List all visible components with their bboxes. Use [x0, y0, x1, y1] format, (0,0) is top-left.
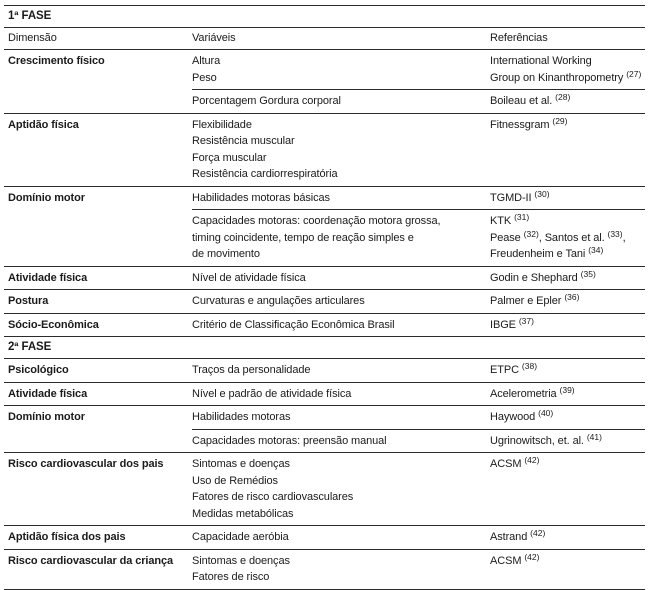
variable-line: Habilidades motoras — [192, 411, 291, 423]
citation-superscript: (30) — [534, 188, 550, 199]
dimension-row-group — [4, 289, 645, 313]
reference-line: Ugrinowitsch, et. al. $^{(41)}$ — [490, 431, 602, 447]
variable-line: de movimento — [192, 248, 260, 260]
citation-superscript: (38) — [521, 361, 538, 371]
references-cell — [490, 213, 645, 263]
citation-superscript: (34) — [588, 245, 604, 255]
reference-line: TGMD-II $^{(30)}$ — [490, 188, 550, 204]
dimension-cell: Aptidão física dos pais — [8, 531, 126, 543]
table-row — [192, 187, 645, 210]
variable-line: Capacidades motoras: coordenação motora grossa, — [192, 215, 441, 227]
reference-line: Haywood $^{(40)}$ — [490, 408, 554, 423]
column-header-referencias: Referências — [490, 32, 548, 44]
citation-superscript: (35) — [580, 268, 596, 279]
table-row — [192, 453, 645, 525]
citation-superscript: (42) — [524, 455, 540, 465]
dimension-row-group — [4, 186, 645, 266]
table-row — [192, 314, 645, 337]
dimension-row-group — [4, 405, 645, 452]
variable-line: Nível de atividade física — [192, 271, 306, 284]
reference-line: ACSM $^{(42)}$ — [490, 455, 540, 470]
citation-superscript: (42) — [524, 551, 540, 562]
references-cell — [490, 293, 645, 310]
dimension-row-group — [4, 113, 645, 186]
dimension-row-group — [4, 452, 645, 525]
citation-superscript: (27) — [626, 68, 642, 79]
dimension-row-group — [4, 358, 645, 382]
dimension-cell: Aptidão física — [8, 118, 79, 131]
dimension-cell: Risco cardiovascular dos pais — [8, 458, 164, 470]
citation-superscript: (29) — [552, 115, 568, 126]
references-cell — [490, 529, 645, 546]
phases-variables-table — [4, 5, 645, 590]
reference-line: Boileau et al. $^{(28)}$ — [490, 92, 571, 107]
dimension-cell: Sócio-Econômica — [8, 318, 99, 331]
reference-line: ETPC $^{(38)}$ — [490, 361, 538, 376]
variables-cell — [192, 317, 490, 334]
citation-superscript: (28) — [555, 92, 571, 102]
variables-cell — [192, 213, 490, 263]
reference-line: Palmer e Epler $^{(36)}$ — [490, 292, 580, 307]
variables-cell — [192, 386, 490, 403]
variables-cell — [192, 362, 490, 379]
row-list — [192, 187, 645, 266]
reference-line: Acelerometria $^{(39)}$ — [490, 384, 575, 400]
references-cell — [490, 190, 645, 207]
variables-cell — [192, 293, 490, 310]
table-row — [192, 114, 645, 186]
table-row — [192, 50, 645, 89]
row-list — [192, 526, 645, 549]
references-cell — [490, 386, 645, 403]
variable-line: Uso de Remédios — [192, 474, 278, 487]
variable-line: Fatores de risco cardiovasculares — [192, 491, 354, 503]
variable-line: Capacidades motoras: preensão manual — [192, 434, 387, 447]
reference-line: KTK $^{(31)}$ — [490, 212, 530, 227]
variable-line: Altura — [192, 55, 221, 67]
variable-line: Medidas metabólicas — [192, 507, 294, 520]
reference-line: Fitnessgram $^{(29)}$ — [490, 115, 568, 131]
column-header-row — [4, 27, 645, 49]
row-list — [192, 383, 645, 406]
row-list — [192, 50, 645, 113]
citation-superscript: (39) — [559, 384, 575, 395]
row-list — [192, 453, 645, 525]
citation-superscript: (36) — [564, 292, 580, 302]
variable-line: Flexibilidade — [192, 118, 252, 131]
variables-cell — [192, 553, 490, 586]
citation-superscript: (41) — [586, 431, 602, 442]
table-row — [192, 267, 645, 290]
variable-line: Força muscular — [192, 151, 267, 164]
citation-superscript: (33) — [607, 228, 623, 239]
table-row — [192, 359, 645, 382]
table-row — [192, 526, 645, 549]
variables-cell — [192, 409, 490, 426]
table-row — [192, 383, 645, 406]
table-row — [192, 406, 645, 429]
variables-cell — [192, 270, 490, 287]
variable-line: Peso — [192, 71, 217, 84]
variable-line: Porcentagem Gordura corporal — [192, 95, 341, 107]
references-cell — [490, 117, 645, 183]
citation-superscript: (31) — [514, 212, 530, 222]
variables-cell — [192, 433, 490, 450]
references-cell — [490, 93, 645, 110]
section-label-fase-1: 1ª FASE — [4, 5, 645, 27]
table-row — [192, 429, 645, 453]
citation-superscript: (32) — [523, 228, 539, 239]
dimension-row-group — [4, 525, 645, 549]
dimension-cell: Atividade física — [8, 387, 88, 400]
dimension-row-group — [4, 549, 645, 589]
variable-line: Sintomas e doenças — [192, 458, 290, 470]
references-cell — [490, 553, 645, 586]
references-cell — [490, 53, 645, 86]
references-cell — [490, 456, 645, 522]
section-label-fase-2: 2ª FASE — [4, 336, 645, 358]
dimension-cell: Domínio motor — [8, 411, 85, 423]
variable-line: Resistência muscular — [192, 135, 295, 147]
dimension-cell: Crescimento físico — [8, 55, 105, 67]
variable-line: Nível e padrão de atividade física — [192, 387, 352, 400]
row-list — [192, 314, 645, 337]
reference-line: Freudenheim e Tani $^{(34)}$ — [490, 245, 604, 260]
dimension-row-group — [4, 49, 645, 113]
table-row — [192, 290, 645, 313]
column-header-variaveis: Variáveis — [192, 32, 236, 44]
dimension-cell: Psicológico — [8, 364, 69, 376]
reference-line: International Working — [490, 55, 592, 67]
variable-line: Capacidade aeróbia — [192, 531, 289, 543]
references-cell — [490, 433, 645, 450]
variable-line: Traços da personalidade — [192, 364, 311, 376]
table-row — [192, 89, 645, 113]
row-list — [192, 359, 645, 382]
row-list — [192, 550, 645, 589]
row-list — [192, 406, 645, 452]
variables-cell — [192, 456, 490, 522]
variable-line: Fatores de risco — [192, 571, 270, 583]
row-list — [192, 114, 645, 186]
column-header-dimensao: Dimensão — [8, 32, 57, 44]
variables-cell — [192, 93, 490, 110]
citation-superscript: (42) — [530, 528, 546, 538]
reference-line: Group on Kinanthropometry $^{(27)}$ — [490, 68, 642, 84]
variables-cell — [192, 529, 490, 546]
dimension-cell: Domínio motor — [8, 191, 85, 204]
reference-line: Astrand $^{(42)}$ — [490, 528, 546, 543]
references-cell — [490, 270, 645, 287]
dimension-row-group — [4, 266, 645, 290]
reference-line: IBGE $^{(37)}$ — [490, 315, 534, 331]
citation-superscript: (37) — [518, 315, 534, 326]
variable-line: Resistência cardiorrespiratória — [192, 168, 338, 180]
table-row — [192, 550, 645, 589]
references-cell — [490, 362, 645, 379]
citation-superscript: (40) — [538, 408, 554, 418]
dimension-row-group — [4, 382, 645, 406]
variable-line: Sintomas e doenças — [192, 554, 290, 567]
dimension-cell: Postura — [8, 295, 49, 307]
reference-line: Pease $^{(32)}$, Santos et al. $^{(33)}$, — [490, 228, 626, 244]
dimension-row-group — [4, 313, 645, 337]
variables-cell — [192, 53, 490, 86]
variable-line: Critério de Classificação Econômica Brasil — [192, 318, 395, 331]
references-cell — [490, 317, 645, 334]
variable-line: Curvaturas e angulações articulares — [192, 295, 365, 307]
variable-line: Habilidades motoras básicas — [192, 191, 330, 204]
row-list — [192, 290, 645, 313]
dimension-cell: Atividade física — [8, 271, 88, 284]
reference-line: ACSM $^{(42)}$ — [490, 551, 540, 567]
dimension-cell: Risco cardiovascular da criança — [8, 554, 174, 567]
reference-line: Godin e Shephard $^{(35)}$ — [490, 268, 596, 284]
table-row — [192, 209, 645, 266]
variables-cell — [192, 117, 490, 183]
variable-line: timing coincidente, tempo de reação simples e — [192, 231, 414, 244]
references-cell — [490, 409, 645, 426]
variables-cell — [192, 190, 490, 207]
row-list — [192, 267, 645, 290]
